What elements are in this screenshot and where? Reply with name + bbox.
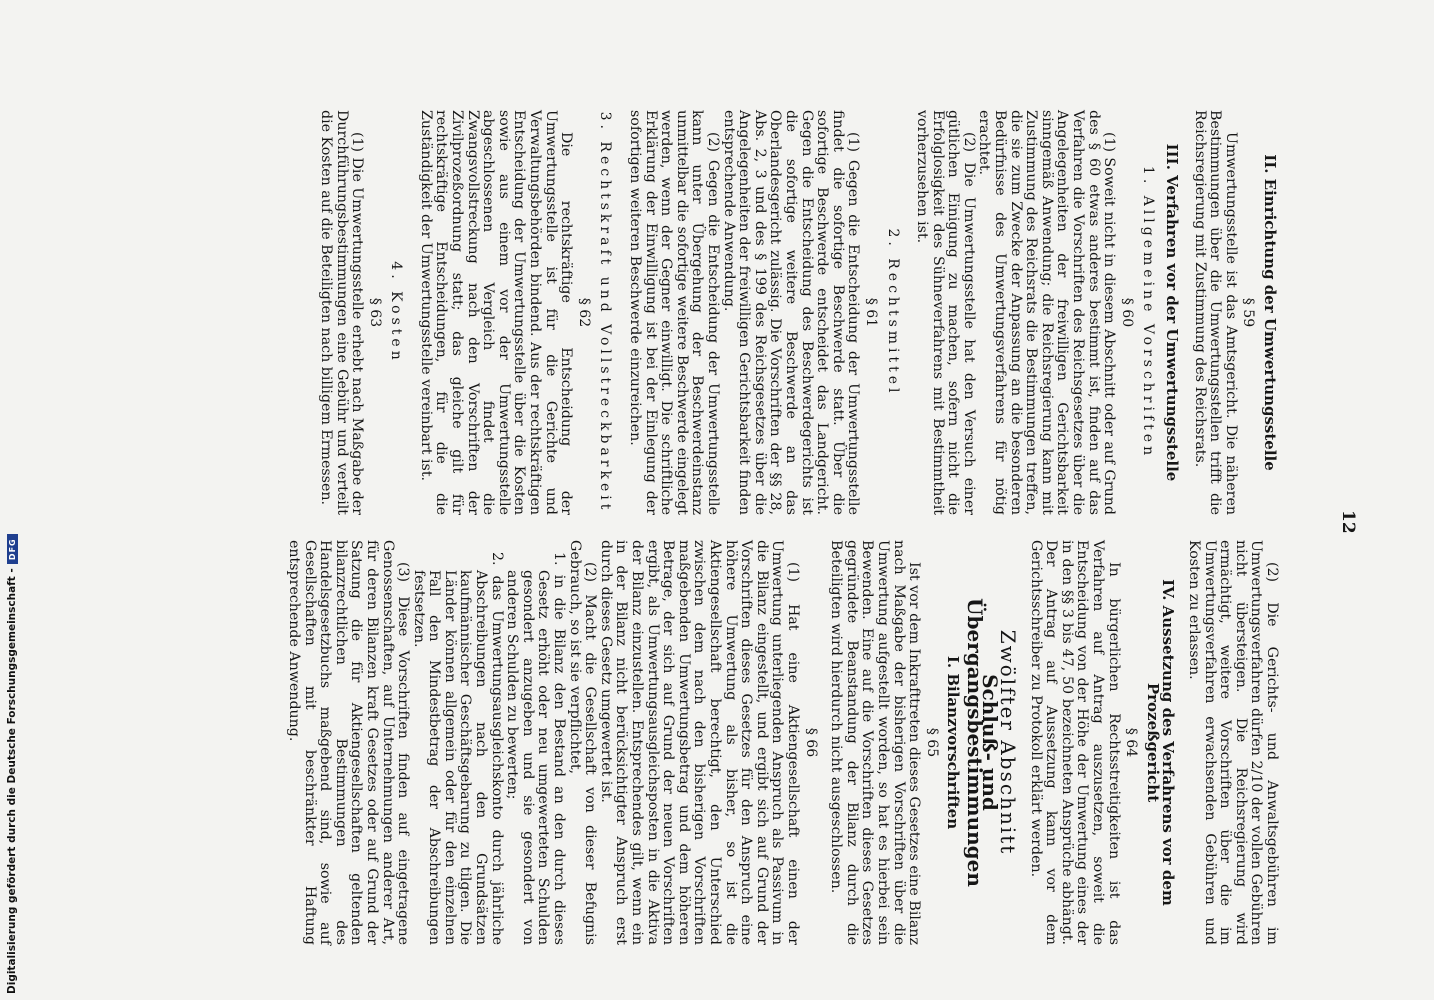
paragraph-number-61: § 61	[862, 297, 879, 328]
footer-text-row	[6, 534, 18, 994]
section-heading-IV: IV. Aussetzung des Verfahrens vor dem Prozeßgericht	[1143, 579, 1178, 906]
paragraph-64-text: In bürgerlichen Rechtsstreitigkeiten ist das Verfahren auf Antrag auszusetzen, soweit die Entscheidung von der Höhe der Umwertung eines der in den §§ 3 bis 47, 50 bezeichneten Ansprüche abhängt. Der Antrag auf Aussetzung kann vor dem Gerichtsschreiber zu Protokoll erklärt werden.	[1027, 540, 1122, 945]
paragraph-60-1: (1) Soweit nicht in diesem Abschnitt oder auf Grund des § 60 etwas anderes bestimmt ist, finden auf das Verfahren die Vorschriften des Reichsgesetzes über die Angelegenheiten der freiwilligen Gerichtsbarkeit sinngemäß Anwendung; die Reichsregierung kann mit Zustimmung des Reichsrats die Bestimmungen treffen, die sie zum Zwecke der Anpassung an die besonderen Bedürfnisse des Umwertungsverfahrens für nötig erachtet.	[976, 110, 1118, 515]
section-heading-II: II. Einrichtung der Umwertungsstelle	[1261, 154, 1279, 471]
subheading-3: 3. Rechtskraft und Vollstreckbarkeit	[597, 111, 614, 514]
list-item-2: 2. das Umwertungsausgleichskonto durch jährliche Abschreibungen nach den Grundsätzen kaufmännischer Geschäftsgebarung zu tilgen. Die Länder können allgemein oder für den einzelnen Fall den Mindestbetrag der Abschreibungen festsetzen.	[410, 552, 505, 945]
paragraph-number-66: § 66	[802, 727, 819, 758]
subheading-2: 2. Rechtsmittel	[884, 228, 901, 397]
paragraph-number-60: § 60	[1118, 297, 1135, 328]
dfg-logo-icon: DFG	[7, 534, 18, 564]
footer-credit-text: Digitalisierung gefördert durch die Deutsche Forschungsgemeinschaft -	[6, 568, 18, 994]
paragraph-number-63: § 63	[366, 297, 383, 328]
right-column	[285, 540, 1279, 945]
paragraph-66-3: (3) Diese Vorschriften finden auf eingetragene Genossenschaften, auf Unternehmungen anderer Art, für deren Bilanzen kraft Gesetzes oder auf Grund der Satzung die für Aktiengesellschaften geltenden bilanzrechtlichen Bestimmungen des Handelsgesetzbuchs maßgebend sind, sowie auf Gesellschaften mit beschränkter Haftung entsprechende Anwendung.	[285, 540, 412, 945]
paragraph-number-59: § 59	[1240, 297, 1257, 328]
subheading-4: 4. Kosten	[388, 261, 405, 364]
subheading-1: 1. Allgemeine Vorschriften	[1140, 165, 1157, 460]
list-item-1: 1. in die Bilanz den Bestand an den durch dieses Gesetz erhöht oder neu umgewerteten Schulden gesondert anzugeben und sie gesondert von anderen Schulden zu bewerten;	[504, 552, 568, 945]
paragraph-66-2: (2) Macht die Gesellschaft von dieser Befugnis Gebrauch, so ist sie verpflichtet,	[566, 540, 599, 945]
part-subtitle: Schluß- und Übergangsbestimmungen	[962, 598, 1003, 887]
part-title: Zwölfter Abschnitt	[996, 629, 1021, 856]
paragraph-63-1: (1) Die Umwertungsstelle erhebt nach Maßgabe der Durchführungsbestimmungen eine Gebühr und verteilt die Kosten auf die Beteiligten nach billigem Ermessen.	[317, 110, 366, 515]
paragraph-61-2: (2) Gegen die Entscheidung der Umwertungsstelle kann unter Übergehung der Beschwerdeinstanz unmittelbar die sofortige weitere Beschwerde eingelegt werden, wenn der Gegner einwilligt. Die schriftliche Erklärung der Einwilligung ist bei der Einlegung der sofortigen weiteren Beschwerde einzureichen.	[627, 110, 721, 515]
paragraph-60-2: (2) Die Umwertungsstelle hat den Versuch einer gütlichen Einigung zu machen, sofern nicht die Erfolglosigkeit des Sühneverfahrens mit Bestimmtheit vorherzusehen ist.	[914, 110, 977, 515]
paragraph-number-65: § 65	[923, 727, 940, 758]
paragraph-number-62: § 62	[575, 297, 592, 328]
paragraph-62-text: Die rechtskräftige Entscheidung der Umwertungsstelle ist für die Gerichte und Verwaltungsbehörden bindend. Aus der rechtskräftigen Entscheidung der Umwertungsstelle über die Kosten sowie aus einem vor der Umwertungsstelle abgeschlossenen Vergleich findet die Zwangsvollstreckung nach den Vorschriften der Zivilprozeßordnung statt; das gleiche gilt für rechtskräftige Entscheidungen, für die die Zuständigkeit der Umwertungsstelle vereinbart ist.	[417, 110, 575, 515]
paragraph-59-text: Umwertungsstelle ist das Amtsgericht. Die näheren Bestimmungen über die Umwertungsstellen trifft die Reichsregierung mit Zustimmung des Reichsrats.	[1191, 110, 1239, 515]
paragraph-63-2: (2) Die Gerichts- und Anwaltsgebühren im Umwertungsverfahren dürfen 2/10 der vollen Gebühren nicht übersteigen. Die Reichsregierung wird ermächtigt, weitere Vorschriften über die im Umwertungsverfahren erwachsenden Gebühren und Kosten zu erlassen.	[1186, 540, 1280, 945]
digitization-footer	[0, 0, 18, 1000]
paragraph-66-1: (1) Hat eine Aktiengesellschaft einen der Umwertung unterliegenden Anspruch als Passivum in die Bilanz eingestellt, und ergibt sich auf Grund der Vorschriften dieses Gesetzes für den Anspruch eine höhere Umwertung als bisher, so ist die Aktiengesellschaft berechtigt, den Unterschied zwischen dem nach den bisherigen Vorschriften maßgebenden Umwertungsbetrag und dem höheren Betrage, der sich auf Grund der neuen Vorschriften ergibt, als Umwertungsausgleichsposten in die Aktiva der Bilanz einzustellen. Entsprechendes gilt, wenn ein in der Bilanz nicht berücksichtigter Anspruch erst durch dieses Gesetz umgewertet ist.	[597, 540, 801, 945]
section-heading-III: III. Verfahren vor der Umwertungsstelle	[1163, 143, 1182, 482]
paragraph-number-64: § 64	[1123, 727, 1140, 758]
section-heading-I: I. Bilanzvorschriften	[944, 655, 963, 830]
left-column	[317, 110, 1279, 515]
paragraph-65-text: Ist vor dem Inkrafttreten dieses Gesetzes eine Bilanz nach Maßgabe der bisherigen Vorschriften über die Umwertung aufgestellt worden, so hat es hierbei sein Bewenden. Eine auf die Vorschriften dieses Gesetzes gegründete Beanstandung der Bilanz durch die Beteiligten wird hierdurch nicht ausgeschlossen.	[828, 540, 923, 945]
paragraph-61-1: (1) Gegen die Entscheidung der Umwertungsstelle findet die sofortige Beschwerde statt. Über die sofortige Beschwerde entscheidet das Landgericht. Gegen die Entscheidung des Beschwerdegerichts ist die sofortige weitere Beschwerde an das Oberlandesgericht zulässig. Die Vorschriften der §§ 28, Abs. 2, 3 und des § 199 des Reichsgesetzes über die Angelegenheiten der freiwilligen Gerichtsbarkeit finden entsprechende Anwendung.	[720, 110, 862, 515]
page-number: 12	[1338, 510, 1358, 534]
